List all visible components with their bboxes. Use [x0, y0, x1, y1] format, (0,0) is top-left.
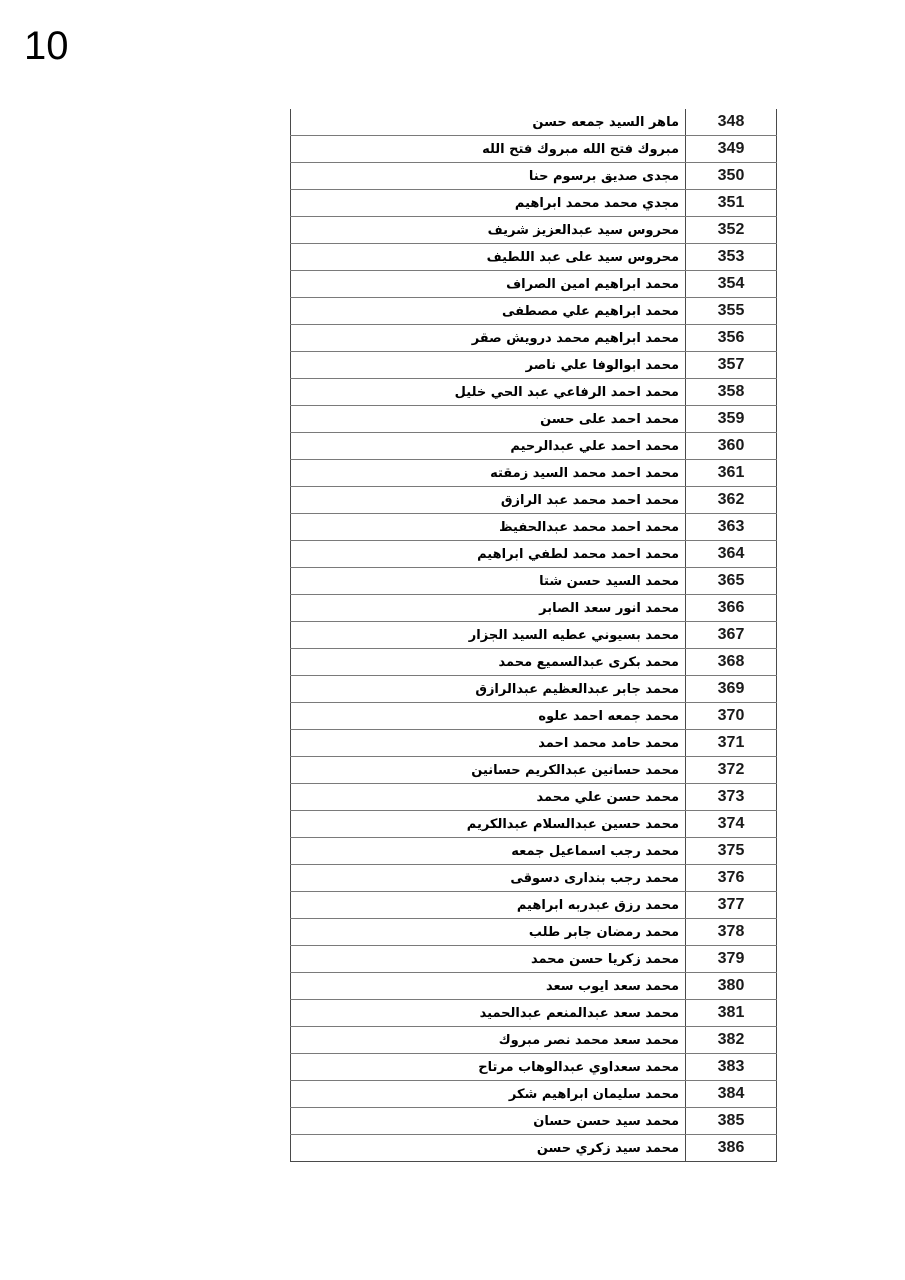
name-cell: محمد انور سعد الصابر [291, 595, 686, 622]
index-cell: 349 [686, 136, 777, 163]
table-row [291, 406, 777, 433]
name-cell: محمد ابراهيم امين الصراف [291, 271, 686, 298]
table-row [291, 838, 777, 865]
index-cell: 363 [686, 514, 777, 541]
name-cell: محمد سعد ايوب سعد [291, 973, 686, 1000]
name-cell: مبروك فتح الله مبروك فتح الله [291, 136, 686, 163]
table-row [291, 973, 777, 1000]
table-row [291, 190, 777, 217]
index-cell: 376 [686, 865, 777, 892]
table-row [291, 541, 777, 568]
name-cell: محمد جابر عبدالعظيم عبدالرازق [291, 676, 686, 703]
index-cell: 350 [686, 163, 777, 190]
table-row [291, 325, 777, 352]
table-row [291, 865, 777, 892]
table-row [291, 892, 777, 919]
index-cell: 360 [686, 433, 777, 460]
name-cell: محمد حسانين عبدالكريم حسانين [291, 757, 686, 784]
index-cell: 355 [686, 298, 777, 325]
table-row [291, 622, 777, 649]
table-row [291, 811, 777, 838]
index-cell: 385 [686, 1108, 777, 1135]
table-row [291, 946, 777, 973]
index-cell: 369 [686, 676, 777, 703]
name-cell: محمد رزق عبدربه ابراهيم [291, 892, 686, 919]
index-cell: 365 [686, 568, 777, 595]
table-row [291, 676, 777, 703]
table-row [291, 703, 777, 730]
name-cell: محمد ابراهيم محمد درويش صقر [291, 325, 686, 352]
name-cell: محمد سيد حسن حسان [291, 1108, 686, 1135]
table-row [291, 379, 777, 406]
table-row [291, 514, 777, 541]
name-cell: مجدي محمد محمد ابراهيم [291, 190, 686, 217]
index-cell: 383 [686, 1054, 777, 1081]
name-cell: محمد حسين عبدالسلام عبدالكريم [291, 811, 686, 838]
index-cell: 378 [686, 919, 777, 946]
index-cell: 361 [686, 460, 777, 487]
page-number: 10 [24, 24, 69, 68]
name-cell: ماهر السيد جمعه حسن [291, 109, 686, 136]
index-cell: 384 [686, 1081, 777, 1108]
index-cell: 357 [686, 352, 777, 379]
table-row [291, 1000, 777, 1027]
name-cell: محمد سليمان ابراهيم شكر [291, 1081, 686, 1108]
table-row [291, 784, 777, 811]
names-table-body [291, 109, 777, 1162]
index-cell: 382 [686, 1027, 777, 1054]
table-row [291, 271, 777, 298]
name-cell: محروس سيد عبدالعزيز شريف [291, 217, 686, 244]
name-cell: محمد بسيوني عطيه السيد الجزار [291, 622, 686, 649]
index-cell: 348 [686, 109, 777, 136]
index-cell: 358 [686, 379, 777, 406]
index-cell: 371 [686, 730, 777, 757]
index-cell: 366 [686, 595, 777, 622]
table-row [291, 1027, 777, 1054]
name-cell: محمد ابوالوفا علي ناصر [291, 352, 686, 379]
index-cell: 367 [686, 622, 777, 649]
table-row [291, 460, 777, 487]
index-cell: 356 [686, 325, 777, 352]
name-cell: محمد احمد محمد السيد زمقته [291, 460, 686, 487]
name-cell: محمد رجب اسماعيل جمعه [291, 838, 686, 865]
index-cell: 379 [686, 946, 777, 973]
name-cell: محمد حامد محمد احمد [291, 730, 686, 757]
name-cell: محمد حسن علي محمد [291, 784, 686, 811]
index-cell: 351 [686, 190, 777, 217]
name-cell: مجدى صديق برسوم حنا [291, 163, 686, 190]
index-cell: 372 [686, 757, 777, 784]
name-cell: محمد جمعه احمد علوه [291, 703, 686, 730]
name-cell: محمد احمد محمد عبد الرازق [291, 487, 686, 514]
index-cell: 380 [686, 973, 777, 1000]
table-row [291, 136, 777, 163]
name-cell: محمد رجب بندارى دسوقى [291, 865, 686, 892]
name-cell: محروس سيد على عبد اللطيف [291, 244, 686, 271]
name-cell: محمد احمد محمد عبدالحفيظ [291, 514, 686, 541]
index-cell: 370 [686, 703, 777, 730]
table-row [291, 919, 777, 946]
table-row [291, 109, 777, 136]
table-row [291, 217, 777, 244]
table-row [291, 487, 777, 514]
name-cell: محمد السيد حسن شتا [291, 568, 686, 595]
index-cell: 377 [686, 892, 777, 919]
name-cell: محمد بكرى عبدالسميع محمد [291, 649, 686, 676]
index-cell: 375 [686, 838, 777, 865]
table-row [291, 352, 777, 379]
index-cell: 368 [686, 649, 777, 676]
table-row [291, 244, 777, 271]
index-cell: 374 [686, 811, 777, 838]
name-cell: محمد احمد محمد لطفي ابراهيم [291, 541, 686, 568]
table-row [291, 649, 777, 676]
names-table [290, 109, 777, 1162]
name-cell: محمد زكريا حسن محمد [291, 946, 686, 973]
name-cell: محمد سعد عبدالمنعم عبدالحميد [291, 1000, 686, 1027]
table-row [291, 298, 777, 325]
table-row [291, 1135, 777, 1162]
index-cell: 373 [686, 784, 777, 811]
index-cell: 353 [686, 244, 777, 271]
index-cell: 359 [686, 406, 777, 433]
name-cell: محمد احمد على حسن [291, 406, 686, 433]
name-cell: محمد ابراهيم علي مصطفى [291, 298, 686, 325]
index-cell: 362 [686, 487, 777, 514]
table-row [291, 757, 777, 784]
name-cell: محمد رمضان جابر طلب [291, 919, 686, 946]
table-row [291, 163, 777, 190]
name-cell: محمد احمد الرفاعي عبد الحي خليل [291, 379, 686, 406]
name-cell: محمد سعد محمد نصر مبروك [291, 1027, 686, 1054]
table-row [291, 1081, 777, 1108]
name-cell: محمد احمد علي عبدالرحيم [291, 433, 686, 460]
table-row [291, 1054, 777, 1081]
index-cell: 352 [686, 217, 777, 244]
name-cell: محمد سيد زكري حسن [291, 1135, 686, 1162]
index-cell: 386 [686, 1135, 777, 1162]
table-row [291, 730, 777, 757]
index-cell: 381 [686, 1000, 777, 1027]
name-cell: محمد سعداوي عبدالوهاب مرتاح [291, 1054, 686, 1081]
index-cell: 354 [686, 271, 777, 298]
names-table-container [290, 109, 770, 1162]
table-row [291, 433, 777, 460]
index-cell: 364 [686, 541, 777, 568]
table-row [291, 1108, 777, 1135]
table-row [291, 595, 777, 622]
table-row [291, 568, 777, 595]
